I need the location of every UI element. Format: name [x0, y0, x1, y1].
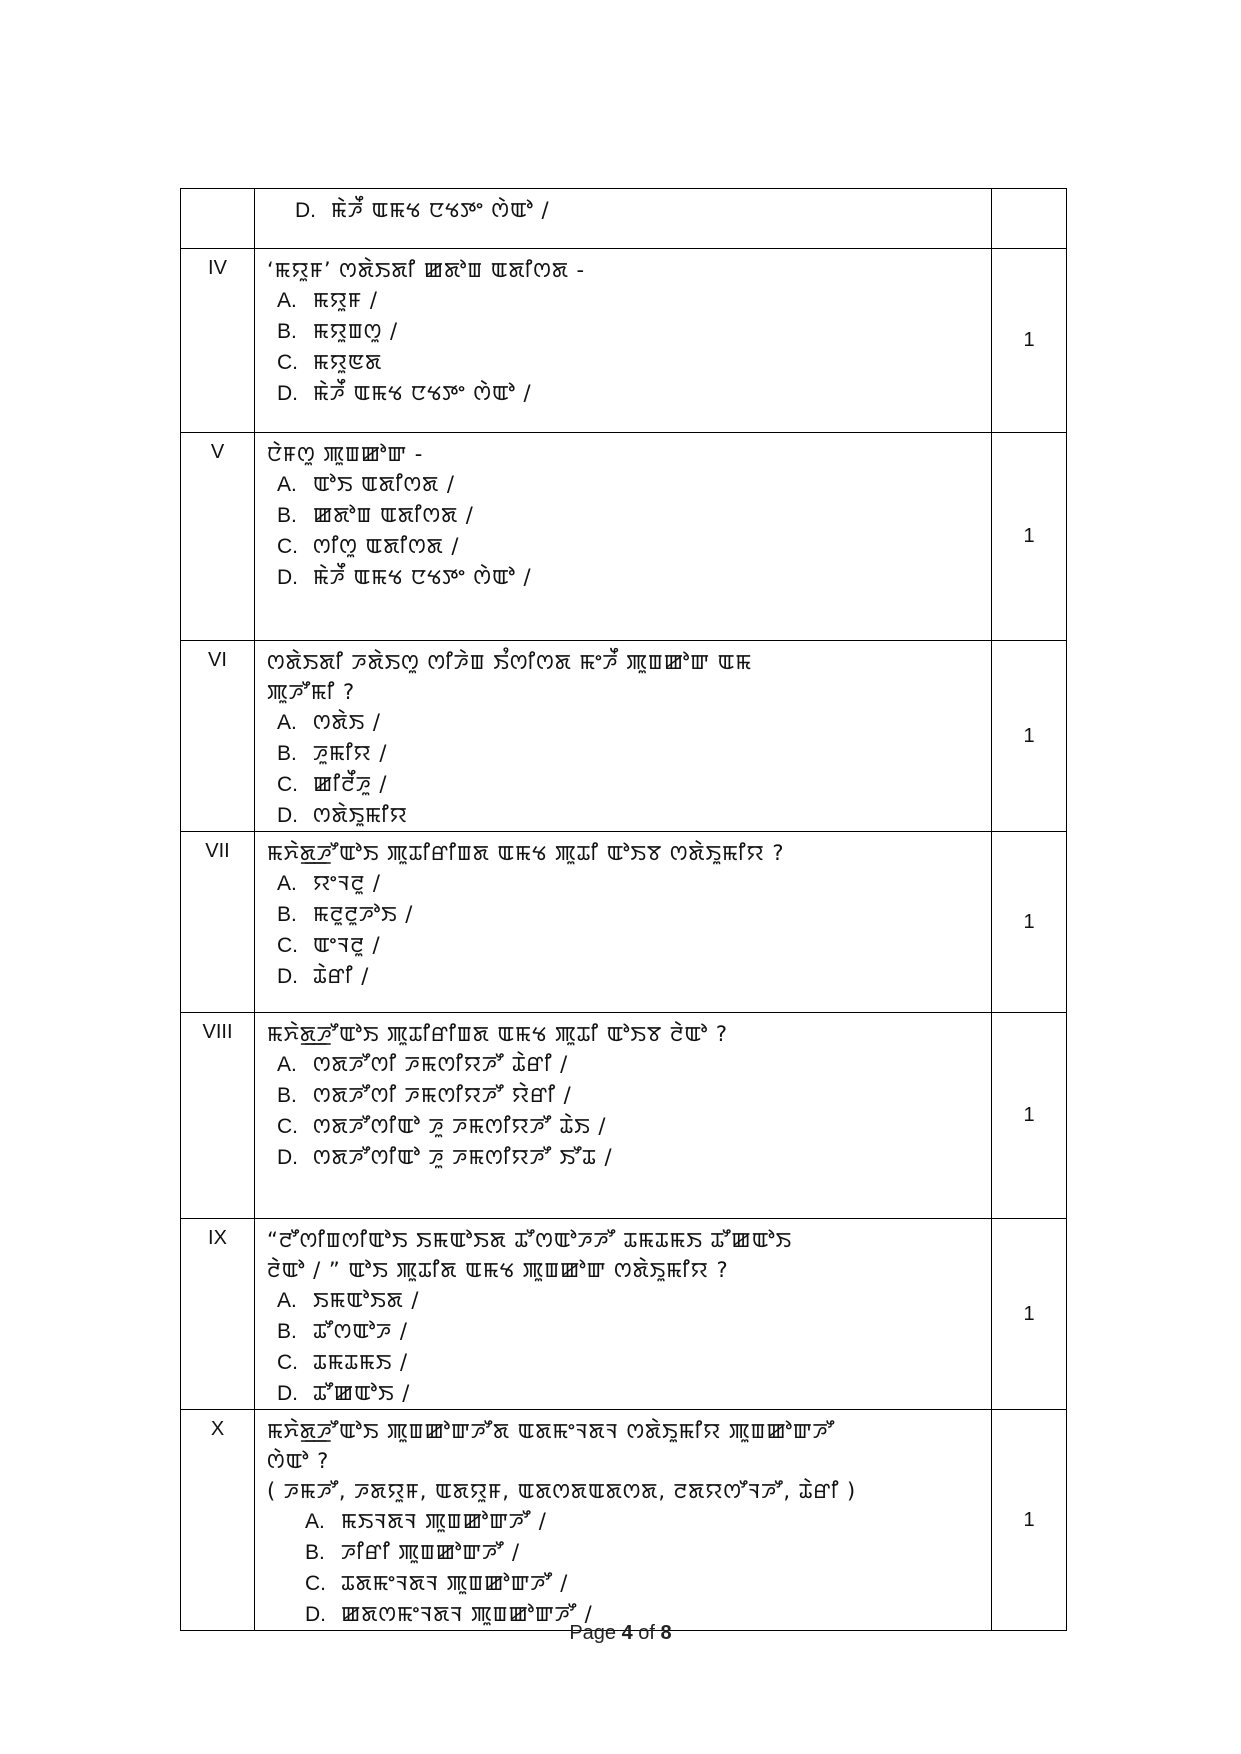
- question-text-line: ꯃꯈꯥꯗ꯭ꯍꯧꯑꯣꯏ ꯄꯨꯊꯤꯔꯤꯡꯗ ꯑꯃꯠ ꯄꯨꯊꯤ ꯑꯣꯏꯕ ꯂꯥꯑꯣ ?: [267, 1022, 729, 1046]
- option-letter: D.: [277, 1382, 298, 1405]
- options-list: [267, 1049, 981, 1173]
- question-cell: [255, 189, 992, 249]
- options-list: [267, 285, 981, 409]
- marks-value: 1: [1023, 910, 1035, 933]
- option-letter: A.: [277, 289, 297, 312]
- question-body: [255, 832, 991, 992]
- option-item: [277, 738, 981, 769]
- question-text-line: ꯃꯈꯥꯗ꯭ꯍꯧꯑꯣꯏ ꯄꯨꯊꯤꯔꯤꯡꯗ ꯑꯃꯠ ꯄꯨꯊꯤ ꯑꯣꯏꯕ ꯁꯗꯥꯏꯨꯃꯤꯌ ?: [267, 841, 785, 865]
- option-letter: B.: [277, 1084, 297, 1107]
- question-number: X: [210, 1418, 225, 1440]
- marks-value: 1: [1023, 329, 1035, 351]
- question-row: [181, 189, 1067, 249]
- option-letter: C.: [277, 535, 298, 558]
- option-item: [277, 769, 981, 800]
- question-number: VI: [208, 649, 227, 671]
- option-item: [277, 1080, 981, 1111]
- option-text: ꯁꯤꯁꯨ ꯑꯗꯤꯁꯗ /: [313, 534, 460, 558]
- option-text: ꯁꯗꯍꯧꯁꯤ ꯍꯃꯁꯤꯌꯍꯧ ꯊꯥꯔꯤ /: [313, 1052, 569, 1076]
- option-letter: A.: [305, 1510, 325, 1533]
- option-text: ꯁꯗꯍꯧꯁꯤꯑꯣ ꯍꯨ ꯍꯃꯁꯤꯌꯍꯧ ꯊꯥꯏ /: [313, 1114, 607, 1138]
- question-number: VIII: [202, 1021, 233, 1043]
- option-letter: A.: [277, 1289, 297, 1312]
- option-letter: B.: [277, 742, 297, 765]
- option-item: [305, 1568, 981, 1599]
- marks-cell: [992, 433, 1067, 641]
- question-table: [180, 188, 1067, 1631]
- question-body: [255, 1410, 991, 1630]
- option-text: ꯌꯦꯜꯂꯨ /: [313, 871, 381, 895]
- question-body: [255, 249, 991, 409]
- question-cell: [255, 249, 992, 433]
- question-row: [181, 1013, 1067, 1219]
- options-list: [267, 1285, 981, 1409]
- question-text-line: ꯁꯥꯑꯣ ?: [267, 1449, 330, 1473]
- option-item: [277, 378, 981, 409]
- marks-cell: [992, 832, 1067, 1013]
- option-item: [277, 707, 981, 738]
- option-letter: D.: [277, 1146, 298, 1169]
- option-text: ꯃꯌꯨꯝ /: [313, 288, 378, 312]
- option-text: ꯑꯣꯏ ꯑꯗꯤꯁꯗ /: [313, 472, 455, 496]
- option-letter: A.: [277, 872, 297, 895]
- option-text: ꯀꯗꯁꯃꯦꯜꯗꯜ ꯄꯨꯡꯀꯣꯛꯍꯧ /: [341, 1602, 593, 1626]
- question-row: [181, 433, 1067, 641]
- marks-cell: [992, 249, 1067, 433]
- marks-cell: [992, 1219, 1067, 1410]
- options-list: [267, 868, 981, 992]
- question-number-cell: [181, 189, 255, 249]
- marks-cell: [992, 641, 1067, 832]
- option-text: ꯃꯥꯍꯩ ꯑꯃꯠ ꯅꯠꯇꯦ ꯁꯥꯑꯣ /: [331, 198, 550, 222]
- option-text: ꯊꯥꯔꯤ /: [313, 964, 370, 988]
- option-letter: B.: [277, 903, 297, 926]
- question-text-line: ꯂꯥꯑꯣ / ” ꯑꯣꯏ ꯄꯨꯊꯤꯗ ꯑꯃꯠ ꯄꯨꯡꯀꯣꯛ ꯁꯗꯥꯏꯨꯃꯤꯌ ?: [267, 1258, 729, 1282]
- options-list: [267, 1506, 981, 1630]
- option-letter: D.: [305, 1603, 326, 1626]
- question-rows: [181, 189, 1067, 1631]
- option-item: [305, 1506, 981, 1537]
- question-number: VII: [205, 840, 230, 862]
- question-body: [255, 189, 991, 226]
- option-text: ꯁꯗꯍꯧꯁꯤ ꯍꯃꯁꯤꯌꯍꯧ ꯌꯥꯔꯤ /: [313, 1083, 572, 1107]
- option-text: ꯃꯏꯜꯗꯜ ꯄꯨꯡꯀꯣꯛꯍꯧ /: [341, 1509, 547, 1533]
- question-number-cell: [181, 1410, 255, 1631]
- question-body: [255, 1013, 991, 1173]
- option-item: [277, 316, 981, 347]
- option-text: ꯁꯗꯥꯏꯨꯃꯤꯌ: [313, 803, 408, 827]
- marks-value: 1: [1023, 724, 1035, 747]
- option-letter: D.: [277, 382, 298, 405]
- options-list: [267, 195, 981, 226]
- option-text: ꯏꯃꯑꯣꯏꯗ /: [313, 1288, 420, 1312]
- question-number-cell: [181, 1013, 255, 1219]
- option-letter: C.: [277, 773, 298, 796]
- question-text-line: ꯅꯥꯝꯁꯨ ꯄꯨꯡꯀꯣꯛ -: [267, 442, 424, 466]
- option-letter: A.: [277, 711, 297, 734]
- options-list: [267, 707, 981, 831]
- marks-cell: [992, 1410, 1067, 1631]
- option-item: [305, 1537, 981, 1568]
- total-pages: 8: [660, 1622, 672, 1644]
- option-item: [277, 800, 981, 831]
- option-letter: C.: [277, 351, 298, 374]
- option-text: ꯑꯦꯜꯂꯨ /: [313, 933, 381, 957]
- question-text-line: ‘ꯃꯌꯨꯝ’ ꯁꯗꯥꯏꯗꯤ ꯀꯗꯣꯡ ꯑꯗꯤꯁꯗ -: [267, 258, 586, 282]
- option-text: ꯍꯨꯃꯤꯌ /: [313, 741, 388, 765]
- question-text-line: ꯁꯗꯥꯏꯗꯤ ꯍꯗꯥꯏꯁꯨ ꯁꯤꯍꯥꯡ ꯏꯪꯁꯤꯁꯗ ꯃꯦꯍꯩ ꯄꯨꯡꯀꯣꯛ ꯑꯃ: [267, 650, 753, 674]
- question-number-cell: [181, 1219, 255, 1410]
- question-number-cell: [181, 249, 255, 433]
- question-number-cell: [181, 641, 255, 832]
- option-text: ꯁꯗꯥꯏ /: [313, 710, 381, 734]
- option-letter: D.: [295, 199, 316, 222]
- option-item: [277, 961, 981, 992]
- option-text: ꯃꯌꯨꯟꯗ: [313, 350, 383, 374]
- option-item: [277, 469, 981, 500]
- question-text-line: ꯄꯨꯍꯧꯃꯤ ?: [267, 680, 356, 704]
- question-row: [181, 249, 1067, 433]
- option-item: [277, 285, 981, 316]
- option-letter: D.: [277, 804, 298, 827]
- option-letter: B.: [277, 504, 297, 527]
- question-cell: [255, 433, 992, 641]
- question-number-cell: [181, 832, 255, 1013]
- question-number: IX: [208, 1227, 227, 1249]
- footer-prefix: Page: [569, 1622, 617, 1644]
- question-body: [255, 433, 991, 593]
- option-text: ꯃꯥꯍꯩ ꯑꯃꯠ ꯅꯠꯇꯦ ꯁꯥꯑꯣ /: [313, 565, 532, 589]
- option-letter: B.: [305, 1541, 325, 1564]
- option-text: ꯊꯃꯊꯃꯏ /: [313, 1350, 409, 1374]
- option-text: ꯍꯤꯔꯤ ꯄꯨꯡꯀꯣꯛꯍꯧ /: [341, 1540, 521, 1564]
- option-letter: B.: [277, 1320, 297, 1343]
- option-letter: C.: [277, 1351, 298, 1374]
- option-letter: B.: [277, 320, 297, 343]
- marks-value: 1: [1023, 1508, 1035, 1531]
- options-list: [267, 469, 981, 593]
- option-letter: C.: [277, 1115, 298, 1138]
- option-item: [277, 1111, 981, 1142]
- option-item: [277, 1142, 981, 1173]
- option-item: [277, 1316, 981, 1347]
- option-item: [277, 899, 981, 930]
- question-text-line: “ꯂꯧꯁꯤꯡꯁꯤꯑꯣꯏ ꯏꯃꯑꯣꯏꯗ ꯊꯧꯁꯑꯣꯍꯍꯧ ꯊꯃꯊꯃꯏ ꯊꯧꯀꯑꯣꯏ: [267, 1228, 793, 1252]
- question-cell: [255, 1013, 992, 1219]
- current-page: 4: [621, 1622, 633, 1644]
- option-text: ꯊꯧꯀꯑꯣꯏ /: [313, 1381, 411, 1405]
- option-text: ꯃꯌꯨꯡꯁꯨ /: [313, 319, 399, 343]
- option-text: ꯃꯂꯨꯂꯨꯍꯣꯏ /: [313, 902, 414, 926]
- option-item: [277, 562, 981, 593]
- question-body: [255, 1219, 991, 1409]
- option-text: ꯁꯗꯍꯧꯁꯤꯑꯣ ꯍꯨ ꯍꯃꯁꯤꯌꯍꯧ ꯏꯧꯊ /: [313, 1145, 613, 1169]
- option-item: [277, 531, 981, 562]
- question-row: [181, 641, 1067, 832]
- option-item: [277, 1049, 981, 1080]
- marks-cell: [992, 189, 1067, 249]
- question-cell: [255, 832, 992, 1013]
- question-number: V: [210, 441, 225, 463]
- question-row: [181, 832, 1067, 1013]
- option-letter: A.: [277, 1053, 297, 1076]
- option-letter: D.: [277, 965, 298, 988]
- question-row: [181, 1410, 1067, 1631]
- question-number: [181, 189, 254, 197]
- question-number: IV: [208, 257, 227, 279]
- option-item: [277, 930, 981, 961]
- option-text: ꯊꯗꯃꯦꯜꯗꯜ ꯄꯨꯡꯀꯣꯛꯍꯧ /: [341, 1571, 569, 1595]
- question-number-cell: [181, 433, 255, 641]
- option-item: [277, 1285, 981, 1316]
- option-item: [277, 347, 981, 378]
- question-body: [255, 641, 991, 831]
- question-text-line: ( ꯍꯃꯍꯧ, ꯍꯗꯌꯨꯝ, ꯑꯗꯌꯨꯝ, ꯑꯗꯁꯗꯑꯗꯁꯗ, ꯂꯗꯌꯁꯧꯜꯍꯧ, ꯊꯥꯔꯤ ): [267, 1479, 857, 1503]
- marks-value: 1: [1023, 1302, 1035, 1325]
- question-cell: [255, 1219, 992, 1410]
- option-item: [277, 868, 981, 899]
- option-item: [277, 1347, 981, 1378]
- question-cell: [255, 641, 992, 832]
- option-text: ꯀꯗꯣꯡ ꯑꯗꯤꯁꯗ /: [313, 503, 474, 527]
- option-letter: C.: [305, 1572, 326, 1595]
- question-text-line: ꯃꯈꯥꯗ꯭ꯍꯧꯑꯣꯏ ꯄꯨꯡꯀꯣꯛꯍꯧꯗ ꯑꯗꯃꯦꯜꯗꯜ ꯁꯗꯥꯏꯨꯃꯤꯌ ꯄꯨꯡꯀꯣꯛꯍꯧ: [267, 1419, 835, 1443]
- marks-value: 1: [1023, 525, 1035, 547]
- option-letter: C.: [277, 934, 298, 957]
- option-letter: A.: [277, 473, 297, 496]
- option-text: ꯃꯥꯍꯩ ꯑꯃꯠ ꯅꯠꯇꯦ ꯁꯥꯑꯣ /: [313, 381, 532, 405]
- footer-of: of: [638, 1622, 655, 1644]
- option-text: ꯀꯤꯂꯩꯍꯨ /: [313, 772, 388, 796]
- option-item: [277, 1378, 981, 1409]
- option-item: [295, 195, 981, 226]
- marks-cell: [992, 1013, 1067, 1219]
- option-text: ꯊꯧꯁꯑꯣꯍ /: [313, 1319, 408, 1343]
- question-row: [181, 1219, 1067, 1410]
- option-item: [277, 500, 981, 531]
- option-letter: D.: [277, 566, 298, 589]
- page-footer: [0, 1622, 1241, 1645]
- marks-value: 1: [1023, 1104, 1035, 1126]
- question-cell: [255, 1410, 992, 1631]
